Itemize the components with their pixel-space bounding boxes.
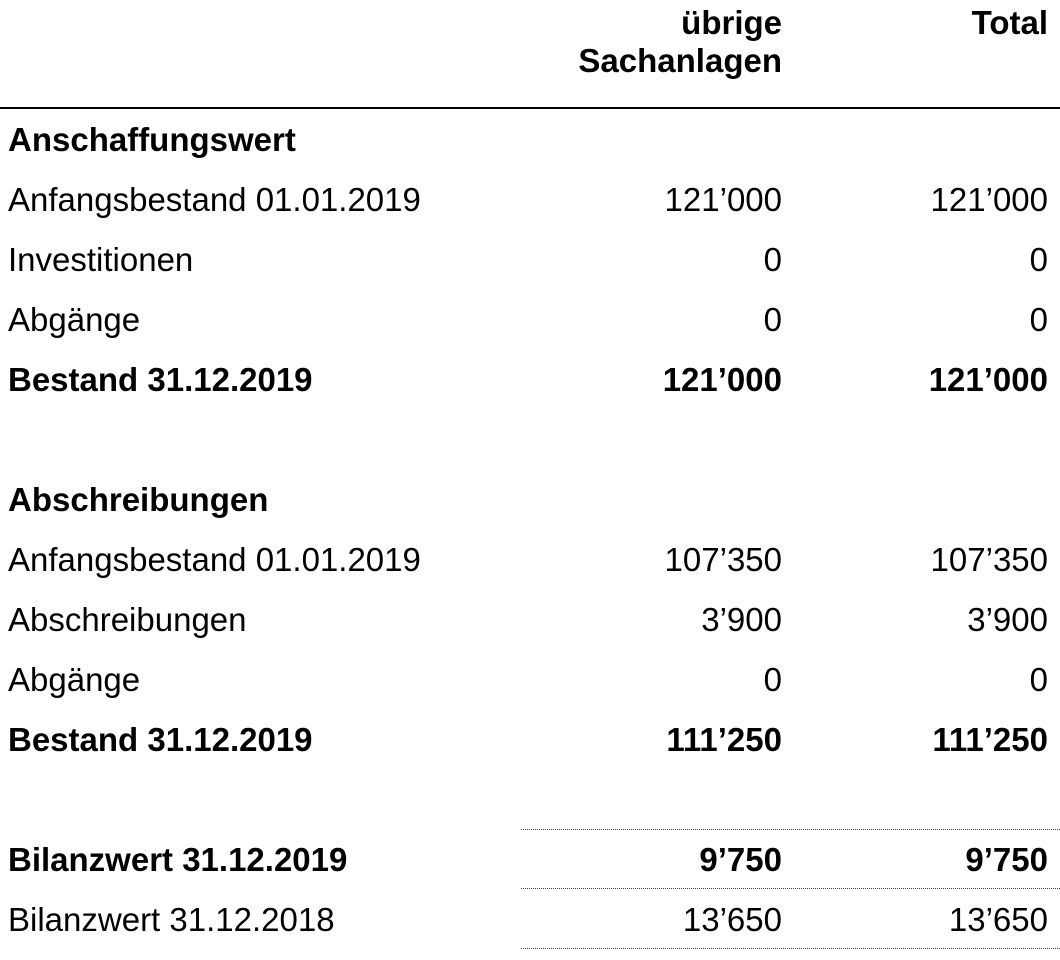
row-label: Abschreibungen xyxy=(8,601,247,638)
row-value-uebrige: 0 xyxy=(763,301,782,338)
table-row xyxy=(0,230,1060,290)
section-title: Abschreibungen xyxy=(8,481,269,518)
row-value-total: 111’250 xyxy=(932,721,1048,758)
column-header-line1: übrige xyxy=(681,4,782,41)
row-value-total: 107’350 xyxy=(930,541,1048,578)
row-value-total: 13’650 xyxy=(948,901,1048,938)
row-value-total: 0 xyxy=(1029,301,1048,338)
row-value-uebrige: 121’000 xyxy=(664,181,782,218)
row-value-total: 121’000 xyxy=(930,181,1048,218)
table-row xyxy=(0,530,1060,590)
row-value-uebrige: 13’650 xyxy=(682,901,782,938)
row-label: Bilanzwert 31.12.2018 xyxy=(8,901,335,938)
column-header-uebrige-sachanlagen xyxy=(522,4,782,80)
table-row-subtotal xyxy=(0,710,1060,770)
table-row-bilanzwert-2018 xyxy=(0,890,1060,950)
summary-rule-middle xyxy=(521,888,1060,889)
row-label: Bestand 31.12.2019 xyxy=(8,361,313,398)
row-label: Anfangsbestand 01.01.2019 xyxy=(8,181,421,218)
row-value-uebrige: 3’900 xyxy=(701,601,782,638)
section-title: Anschaffungswert xyxy=(8,121,296,158)
row-label: Bilanzwert 31.12.2019 xyxy=(8,841,348,878)
section-title-anschaffungswert xyxy=(0,110,1060,170)
header-rule xyxy=(0,107,1060,109)
table-row xyxy=(0,290,1060,350)
section-title-abschreibungen xyxy=(0,470,1060,530)
row-value-total: 0 xyxy=(1029,241,1048,278)
summary-rule-bottom xyxy=(521,948,1060,949)
row-label: Anfangsbestand 01.01.2019 xyxy=(8,541,421,578)
row-value-total: 121’000 xyxy=(928,361,1048,398)
column-header-line2: Sachanlagen xyxy=(578,42,782,79)
row-value-total: 3’900 xyxy=(967,601,1048,638)
row-value-uebrige: 0 xyxy=(763,241,782,278)
table-row xyxy=(0,170,1060,230)
column-header-total: Total xyxy=(971,4,1048,41)
table-row xyxy=(0,650,1060,710)
row-value-uebrige: 107’350 xyxy=(664,541,782,578)
row-label: Investitionen xyxy=(8,241,194,278)
table-row xyxy=(0,590,1060,650)
table-row-subtotal xyxy=(0,350,1060,410)
row-label: Abgänge xyxy=(8,661,141,698)
row-value-uebrige: 121’000 xyxy=(662,361,782,398)
row-label: Bestand 31.12.2019 xyxy=(8,721,313,758)
row-value-total: 9’750 xyxy=(965,841,1048,878)
table-row-bilanzwert-2019 xyxy=(0,830,1060,890)
row-label: Abgänge xyxy=(8,301,141,338)
row-value-uebrige: 111’250 xyxy=(666,721,782,758)
row-value-uebrige: 9’750 xyxy=(699,841,782,878)
row-value-uebrige: 0 xyxy=(763,661,782,698)
row-value-total: 0 xyxy=(1029,661,1048,698)
